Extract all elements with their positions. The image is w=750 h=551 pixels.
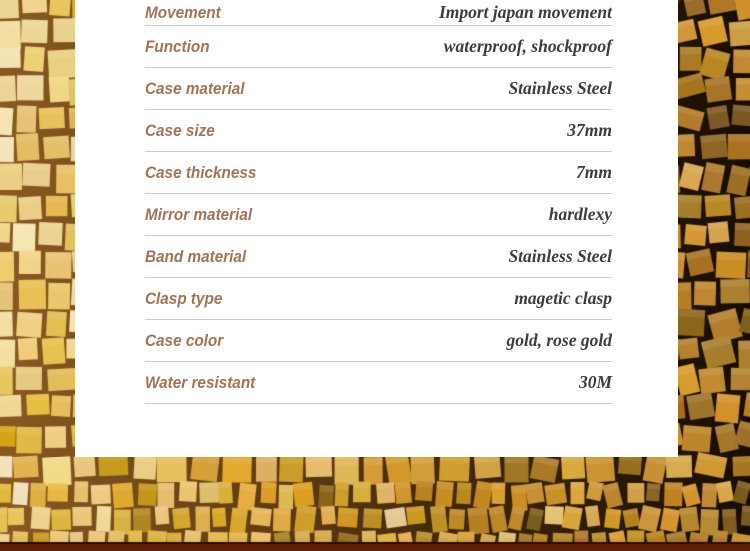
spec-row-water-resistant	[145, 362, 612, 404]
spec-row-case-size	[145, 110, 612, 152]
spec-label: Movement	[145, 2, 221, 22]
spec-value: Stainless Steel	[508, 78, 612, 98]
spec-label: Case material	[145, 78, 245, 98]
spec-label: Band material	[145, 246, 247, 266]
spec-row-case-material	[145, 68, 612, 110]
spec-value: Import japan movement	[438, 2, 612, 22]
spec-value: 30M	[578, 372, 612, 392]
spec-row-movement	[145, 0, 612, 26]
spec-value: gold, rose gold	[506, 330, 612, 350]
spec-value: magetic clasp	[514, 288, 612, 308]
spec-label: Water resistant	[145, 372, 256, 392]
spec-label: Clasp type	[145, 288, 223, 308]
spec-label: Case color	[145, 330, 224, 350]
spec-label: Case thickness	[145, 162, 257, 182]
spec-value: 37mm	[567, 120, 612, 140]
spec-label: Case size	[145, 120, 215, 140]
spec-value: 7mm	[576, 162, 612, 182]
spec-row-mirror-material	[145, 194, 612, 236]
spec-row-case-thickness	[145, 152, 612, 194]
spec-value: hardlexy	[548, 204, 612, 224]
spec-value: waterproof, shockproof	[443, 36, 612, 56]
spec-table	[145, 0, 612, 404]
spec-row-band-material	[145, 236, 612, 278]
spec-row-case-color	[145, 320, 612, 362]
spec-row-function	[145, 26, 612, 68]
spec-label: Mirror material	[145, 204, 253, 224]
spec-label: Function	[145, 36, 210, 56]
spec-row-clasp-type	[145, 278, 612, 320]
spec-panel	[75, 0, 678, 457]
spec-value: Stainless Steel	[508, 246, 612, 266]
